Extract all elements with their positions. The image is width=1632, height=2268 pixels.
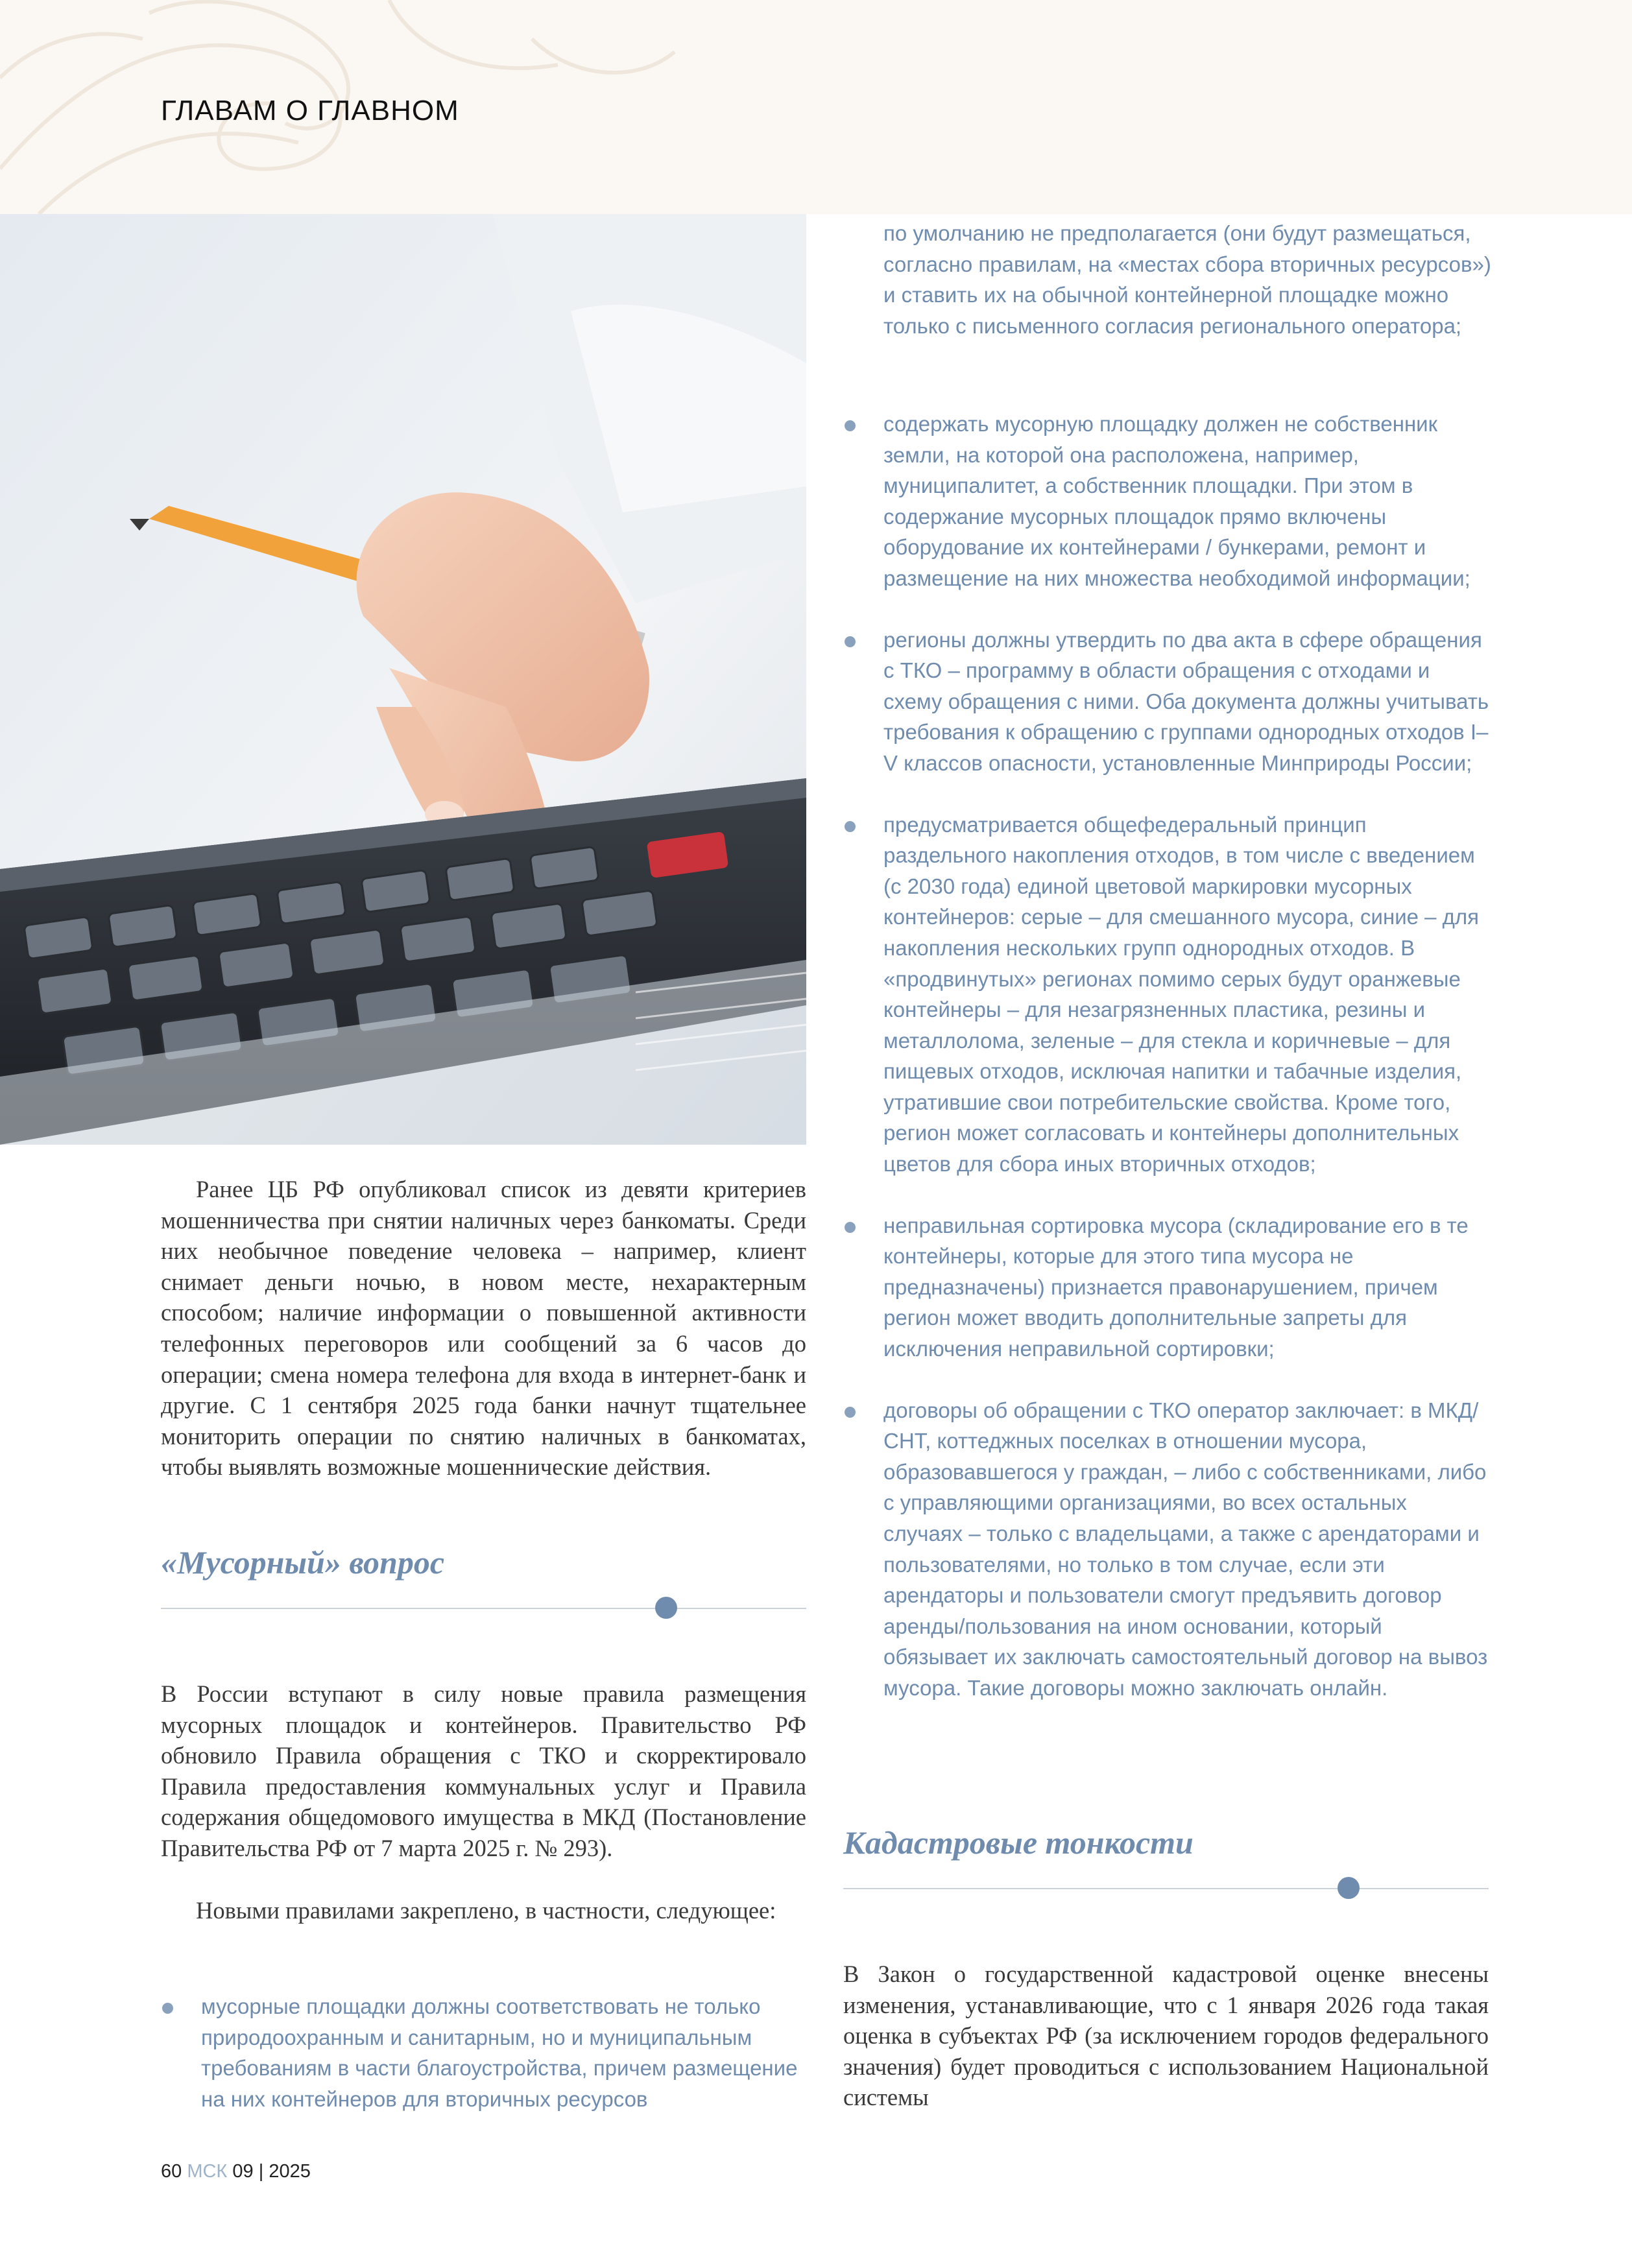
bullet-text: содержать мусорную площадку должен не собственник земли, на которой она расположена, например, муниципалитет, а собственник площадки. При этом в содержание мусорных площадок прямо включены оборудование их контейнерами / бункерами, ремонт и размещение на них множества необходимой информации; bbox=[883, 412, 1470, 590]
list-item bbox=[843, 409, 1492, 594]
calculator-image-icon bbox=[0, 214, 806, 1145]
divider-dot-icon bbox=[1338, 1877, 1360, 1899]
issue-year: 2025 bbox=[269, 2161, 311, 2182]
section-title: ГЛАВАМ О ГЛАВНОМ bbox=[161, 95, 459, 126]
paragraph-cadastral: В Закон о государственной кадастровой оценке внесены изменения, устанавливающие, что с 1 января 2026 года такая оценка в субъектах РФ (за исключением городов федерального значения) будет проводиться с использованием Национальной системы bbox=[843, 1961, 1489, 2111]
list-item bbox=[843, 809, 1492, 1180]
section-divider bbox=[161, 1595, 806, 1621]
bullet-text: предусматривается общефедеральный принцип раздельного накопления отходов, в том числе с введением (с 2030 года) единой цветовой маркировки мусорных контейнеров: серые – для смешанного мусора, синие – для накопления нескольких групп однородных отходов. В «продвинутых» регионах помимо серых будут оранжевые контейнеры – для незагрязненных пластика, резины и металлолома, зеленые – для стекла и коричневые – для пищевых отходов, исключая напитки и табачные изделия, утратившие свои потребительские свойства. Кроме того, регион может согласовать и контейнеры дополнительных цветов для сбора иных вторичных отходов; bbox=[883, 812, 1480, 1176]
intro-paragraph: Ранее ЦБ РФ опубликовал список из девяти критериев мошенничества при снятии наличных через банкоматы. Среди них необычное поведение человека – например, клиент снимает деньги ночью, в новом месте, нехарактерным способом; наличие информации о повышенной активности телефонных переговоров или сообщений за 6 часов до операции; смена номера телефона для входа в интернет-банк и другие. С 1 сентября 2025 года банки начнут тщательнее мониторить операции по снятию наличных в банкоматах, чтобы выявлять возможные мошеннические действия. bbox=[161, 1176, 806, 1481]
issue-number: 09 bbox=[232, 2161, 254, 2182]
bullet-list-left bbox=[161, 1991, 806, 2145]
paragraph-following: Новыми правилами закреплено, в частности, следующее: bbox=[196, 1897, 776, 1924]
bullet-text: регионы должны утвердить по два акта в сфере обращения с ТКО – программу в области обращения с отходами и схему обращения с ними. Оба документа должны учитывать требования к обращению с группами однородных отходов I–V классов опасности, установленные Минприроды России; bbox=[883, 627, 1489, 775]
divider-line bbox=[843, 1888, 1489, 1889]
list-item bbox=[843, 1395, 1492, 1704]
section-heading-garbage: «Мусорный» вопрос bbox=[161, 1544, 445, 1581]
divider-dot-icon bbox=[655, 1597, 677, 1619]
calculator-photo bbox=[0, 214, 806, 1145]
header-band bbox=[0, 0, 1632, 214]
section-divider bbox=[843, 1876, 1489, 1902]
bullet-list-right bbox=[843, 409, 1492, 1734]
bullet-continuation: по умолчанию не предполагается (они будут размещаться, согласно правилам, на «местах сбора вторичных ресурсов») и ставить их на обычной контейнерной площадке можно только с письменного согласия регионального оператора; bbox=[883, 221, 1491, 338]
bullet-dot-icon bbox=[845, 636, 856, 647]
section-heading-cadastral: Кадастровые тонкости bbox=[843, 1824, 1194, 1861]
page-number: 60 bbox=[161, 2161, 182, 2182]
bullet-dot-icon bbox=[162, 2003, 173, 2014]
paragraph-rules: В России вступают в силу новые правила размещения мусорных площадок и контейнеров. Правительство РФ обновило Правила обращения с ТКО и скорректировало Правила предоставления коммунальных услуг и Правила содержания общедомового имущества в МКД (Постановление Правительства РФ от 7 марта 2025 г. № 293). bbox=[161, 1680, 806, 1861]
list-item bbox=[161, 1991, 806, 2114]
magazine-name: МСК bbox=[187, 2161, 228, 2182]
bullet-text: мусорные площадки должны соответствовать не только природоохранным и санитарным, но и муниципальным требованиям в части благоустройства, причем размещение на них контейнеров для вторичных ресурсов bbox=[201, 1994, 798, 2111]
bullet-dot-icon bbox=[845, 1407, 856, 1418]
bullet-dot-icon bbox=[845, 821, 856, 832]
bullet-text: неправильная сортировка мусора (складирование его в те контейнеры, которые для этого типа мусора не предназначены) признается правонарушением, причем регион может вводить дополнительные запреты для исключения неправильной сортировки; bbox=[883, 1213, 1469, 1361]
footer-separator: | bbox=[258, 2161, 264, 2182]
bullet-dot-icon bbox=[845, 420, 856, 431]
bullet-text: договоры об обращении с ТКО оператор заключает: в МКД/СНТ, коттеджных поселках в отношении мусора, образовавшегося у граждан, – либо с собственниками, либо с управляющими организациями, во всех остальных случаях – только с владельцами, а также с арендаторами и пользователями, но только в том случае, если эти арендаторы и пользователи смогут предъявить договор аренды/пользования на ином основании, который обязывает их заключать самостоятельный договор на вывоз мусора. Такие договоры можно заключать онлайн. bbox=[883, 1398, 1488, 1700]
list-item bbox=[843, 1210, 1492, 1365]
divider-line bbox=[161, 1608, 806, 1609]
list-item bbox=[843, 625, 1492, 779]
page-footer bbox=[161, 2161, 311, 2182]
bullet-dot-icon bbox=[845, 1222, 856, 1233]
